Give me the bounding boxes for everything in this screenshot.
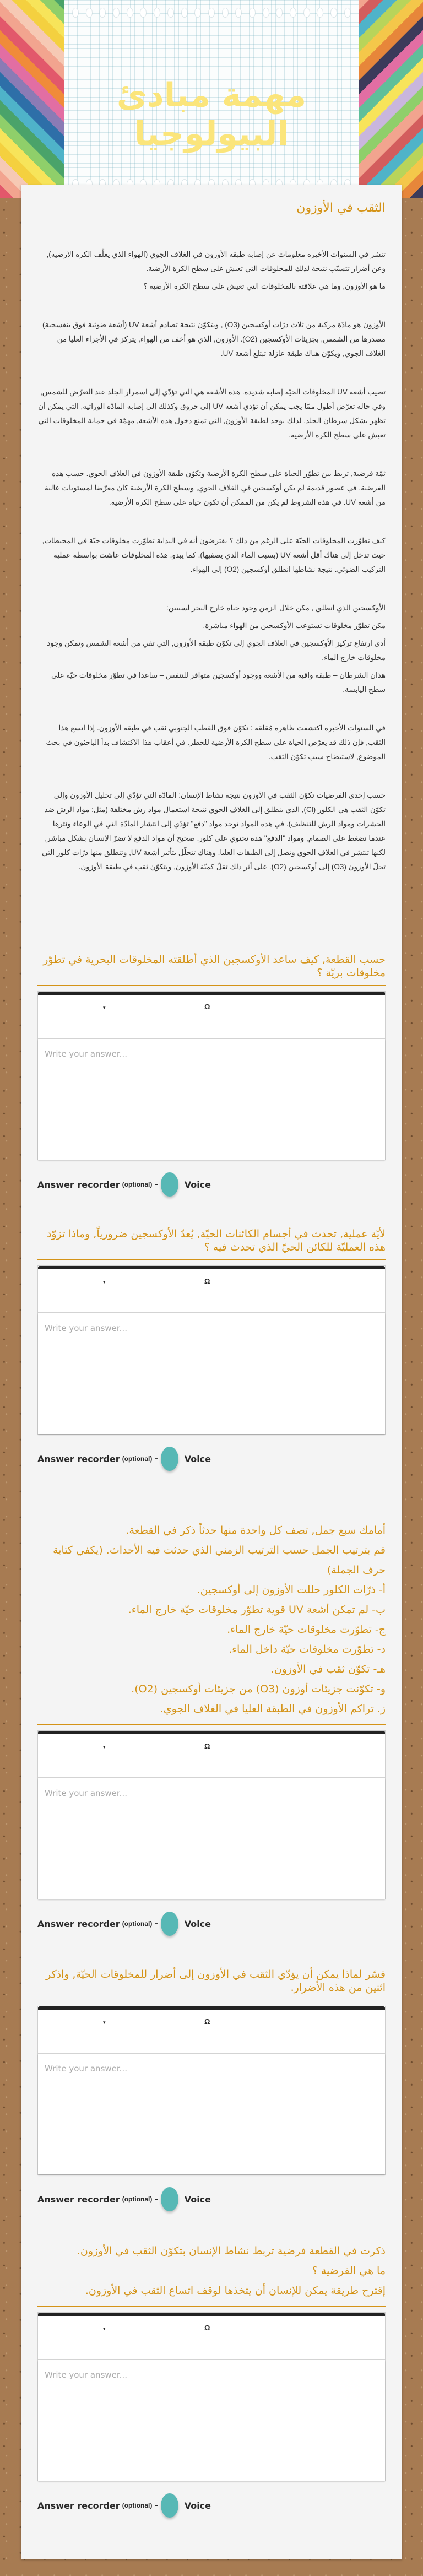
record-voice-button[interactable]	[161, 1447, 178, 1471]
record-voice-button[interactable]	[161, 2187, 178, 2211]
answer-input[interactable]	[38, 2054, 385, 2174]
dropdown-caret-icon[interactable]: ▾	[103, 2326, 106, 2331]
chevron-pattern-left	[0, 0, 64, 198]
statement-item: ج- تطوّرت مخلوقات حيّة خارج الماء.	[227, 1623, 386, 1636]
notebook-holes-top	[73, 8, 350, 17]
dropdown-caret-icon[interactable]: ▾	[103, 1279, 106, 1285]
answer-editor	[37, 991, 386, 1160]
answer-editor	[37, 1265, 386, 1435]
answer-recorder	[37, 1912, 386, 1936]
special-characters-icon[interactable]: Ω	[204, 2324, 210, 2332]
recorder-optional-label: (optional)	[122, 2502, 153, 2509]
voice-label: Voice	[184, 1918, 212, 1929]
editor-toolbar	[38, 992, 385, 1039]
page-title: مهمة مبادئ البيولوجيا	[116, 76, 307, 153]
recorder-label: Answer recorder	[37, 2194, 120, 2205]
recorder-label: Answer recorder	[37, 2500, 120, 2511]
chevron-pattern-right	[359, 0, 423, 198]
editor-toolbar	[38, 2313, 385, 2360]
header-banner	[0, 0, 423, 198]
recorder-dash: -	[155, 1179, 158, 1189]
special-characters-icon[interactable]: Ω	[204, 1277, 210, 1285]
editor-toolbar	[38, 1731, 385, 1778]
question-text: ذكرت في القطعة فرضية تربط نشاط الإنسان بتكوّن الثقب في الأوزون.	[77, 2245, 386, 2257]
paragraph-3	[37, 385, 386, 442]
special-characters-icon[interactable]: Ω	[204, 1003, 210, 1011]
recorder-dash: -	[155, 2501, 158, 2510]
question-1	[37, 953, 386, 1197]
paragraph-text: تنشر في السنوات الأخيرة معلومات عن إصابة طبقة الأوزون في الغلاف الجوي (الهواء الذي يغلّف الكرة الارضية), وعن أضرار تتسبّب نتيجة لذلك للمخلوقات التي تعيش على سطح الكرة الأرضية.	[46, 250, 386, 273]
editor-toolbar	[38, 2006, 385, 2054]
statement-item: ب- لم تمكن أشعة UV قوية تطوّر مخلوقات حيّة خارج الماء.	[128, 1604, 386, 1616]
record-voice-button[interactable]	[161, 2493, 178, 2518]
paragraph-text: تصيب أشعة UV المخلوقات الحيّة إصابة شديدة. هذه الأشعة هي التي تؤدّي إلى اسمرار الجلد عند التعرّض للشمس, وفي حالة تعرّض أطول ممّا يجب يمكن أن تؤدي أشعة UV إلى حروق وكذلك إلى إصابة المادّة الوراثية, التي يمكن أن تظهر بشكل سرطان الجلد. لذلك يوجد لطبقة الأوزون, التي تمنع دخول هذه الأشعة, مهمّة في حماية المخلوقات التي تعيش على سطح الكرة الأرضية.	[38, 388, 386, 439]
statement-item: ز. تراكم الأوزون في الطبقة العليا في الغلاف الجوي.	[160, 1703, 386, 1715]
voice-label: Voice	[184, 1453, 212, 1464]
recorder-optional-label: (optional)	[122, 1181, 153, 1188]
dropdown-caret-icon[interactable]: ▾	[103, 2020, 106, 2025]
paragraph-text: ما هو الأوزون, وما هي علاقته بالمخلوقات التي تعيش على سطح الكرة الأرضية ؟	[143, 282, 386, 290]
answer-input[interactable]	[38, 2360, 385, 2481]
question-2	[37, 1227, 386, 1471]
paragraph-8	[37, 788, 386, 874]
paragraph-text: الأوكسجين الذي انطلق , مكن خلال الزمن وجود حياة خارج البحر لسببين:	[166, 604, 386, 612]
recorder-label: Answer recorder	[37, 1453, 120, 1464]
question-text: حسب القطعة, كيف ساعد الأوكسجين الذي أطلقته المخلوقات البحرية في تطوّر مخلوقات بريّة ؟	[43, 954, 386, 979]
question-text: فسّر لماذا يمكن أن يؤدّي الثقب في الأوزون إلى أضرار للمخلوقات الحيّة, واذكر اثنين من هذه الأضرار.	[46, 1968, 386, 1994]
recorder-dash: -	[155, 1454, 158, 1463]
answer-editor	[37, 1730, 386, 1899]
paragraph-7	[37, 721, 386, 764]
answer-input[interactable]	[38, 1313, 385, 1434]
question-prompt	[37, 2241, 386, 2307]
paragraph-4	[37, 467, 386, 510]
paragraph-5	[37, 534, 386, 577]
paragraph-text: أدى ارتفاع تركيز الأوكسجين في الغلاف الجوي إلى تكوّن طبقة الأوزون, التي تقي من أشعة الشمس وتمكن وجود مخلوقات خارج الماء.	[47, 639, 386, 662]
dropdown-caret-icon[interactable]: ▾	[103, 1005, 106, 1010]
lesson-section	[37, 201, 386, 878]
answer-recorder	[37, 2493, 386, 2518]
paragraph-text: الأوزون هو مادّة مركبة من ثلاث ذرّات أوكسجين (O3) , ويتكوّن نتيجة تصادم أشعة UV (أشعة ضوئية فوق بنفسجية) مصدرها من الشمس, بجزيئات الأوكسجين (O2). الأوزون, الذي هو أخف من الهواء, يتركز في الأجزاء العليا من الغلاف الجوي, ويكوّن هناك طبقة عازلة تبتلع أشعة UV.	[42, 321, 386, 358]
paragraph-text: حسب إحدى الفرضيات تكوّن الثقب في الأوزون نتيجة نشاط الإنسان: المادّة التي تؤدّي إلى تحليل الأوزون وإلى تكوّن الثقب هي الكلور (Cl), الذي ينطلق إلى الغلاف الجوي نتيجة استعمال مواد رش مختلفة (مثل: مواد الرش ضد الحشرات ومواد الرش للتنظيف). في هذه المواد توجد مواد "دفع" تؤدّي إلى انتشار المادّة التي في الوعاء ونثرها عندما نضغط على الصمام, ومواد "الدفع" هذه تحتوي على كلور. صحيح أن مواد الدفع لا تضرّ الإنسان بشكل مباشر, لكنها تنتشر في الغلاف الجوي وتصل إلى الطبقات العليا. وهناك تتحلّل بتأثير أشعة UV, وتنطلق منها ذرّات كلور التي تحلّ الأوزون (O3) إلى أوكسجين (O2). على أثر ذلك تقلّ كميّة الأوزون, ويتكوّن ثقب في طبقة الأوزون.	[41, 791, 386, 871]
statement-item: و- تكوّنت جزيئات أوزون (O3) من جزيئات أوكسجين (O2).	[131, 1683, 386, 1695]
question-prompt	[37, 1227, 386, 1260]
dropdown-caret-icon[interactable]: ▾	[103, 1744, 106, 1750]
question-text: أمامك سبع جمل, تصف كل واحدة منها حدثاً ذكر في القطعة.	[126, 1524, 386, 1536]
recorder-optional-label: (optional)	[122, 1920, 153, 1928]
question-3	[37, 1520, 386, 1936]
paragraph-6	[37, 601, 386, 697]
record-voice-button[interactable]	[161, 1912, 178, 1936]
paragraph-text: كيف تطوّرت المخلوقات الحيّة على الرغم من ذلك ؟ يفترضون أنه في البداية تطوّرت مخلوقات حيّة في المحيطات, حيث تدخل إلى هناك أقل أشعة UV (بسبب الماء الذي يصفيها). كما يبدو, هذه المخلوقات عاشت بواسطة عملية التركيب الضوئي. نتيجة نشاطها انطلق أوكسجين (O2) إلى الهواء.	[42, 537, 386, 573]
recorder-dash: -	[155, 2194, 158, 2204]
question-text: إقترح طريقة يمكن للإنسان أن يتخذها لوقف اتساع الثقب في الأوزون.	[85, 2285, 386, 2297]
statement-item: أ- ذرّات الكلور حللت الأوزون إلى أوكسجين.	[197, 1584, 386, 1596]
answer-input[interactable]	[38, 1778, 385, 1899]
paragraph-text: في السنوات الأخيرة اكتشفت ظاهرة مُقلقة : تكوّن فوق القطب الجنوبي ثقب في طبقة الأوزون. إذا اتسع هذا الثقب, فإن ذلك قد يعرّض الحياة على سطح الكرة الأرضية للخطر. في أعقاب هذا الاكتشاف بدأ الباحثون في بحث الموضوع, لاستيضاح سبب تكوّن الثقب.	[46, 724, 386, 761]
assignment-card	[21, 185, 402, 2559]
paragraph-text: هذان الشرطان – طبقة واقية من الأشعة ووجود أوكسجين متوافر للتنفس – ساعدا في تطوّر مخلوقات حيّة على سطح اليابسة.	[51, 671, 386, 694]
answer-editor	[37, 2006, 386, 2175]
question-prompt	[37, 1968, 386, 2000]
recorder-optional-label: (optional)	[122, 2195, 153, 2203]
paragraph-text: مكن تطوّر مخلوقات تستوعب الأوكسجين من الهواء مباشرة.	[203, 621, 386, 630]
answer-recorder	[37, 2187, 386, 2211]
recorder-label: Answer recorder	[37, 1918, 120, 1929]
paragraph-text: ثمّة فرضية, تربط بين تطوّر الحياة على سطح الكرة الأرضية وتكوّن طبقة الأوزون في الغلاف الجوي. حسب هذه الفرضية, في عصور قديمة لم يكن أوكسجين في الغلاف الجوي, وسطح الكرة الأرضية كان معرّضا لمستويات عالية من أشعة UV. في هذه الشروط لم يكن من الممكن أن تكون حياة على سطح الكرة الأرضية.	[45, 469, 386, 506]
answer-recorder	[37, 1447, 386, 1471]
section-title: الثقب في الأوزون	[37, 201, 386, 223]
paragraph-1	[37, 247, 386, 294]
question-4	[37, 1968, 386, 2211]
answer-recorder	[37, 1172, 386, 1197]
editor-toolbar	[38, 1266, 385, 1313]
record-voice-button[interactable]	[161, 1172, 178, 1197]
special-characters-icon[interactable]: Ω	[204, 2017, 210, 2026]
voice-label: Voice	[184, 1179, 212, 1190]
paragraph-2	[37, 318, 386, 361]
special-characters-icon[interactable]: Ω	[204, 1742, 210, 1750]
answer-editor	[37, 2312, 386, 2481]
statement-item: د- تطوّرت مخلوقات حيّة داخل الماء.	[229, 1643, 386, 1655]
recorder-dash: -	[155, 1919, 158, 1928]
question-text: ما هي الفرضية ؟	[312, 2265, 386, 2277]
question-prompt	[37, 1520, 386, 1725]
question-prompt	[37, 953, 386, 986]
recorder-optional-label: (optional)	[122, 1455, 153, 1463]
statement-item: هـ- تكوّن ثقب في الأوزون.	[270, 1663, 386, 1675]
question-text: قم بترتيب الجمل حسب الترتيب الزمني الذي حدثت فيه الأحداث. (يكفي كتابة حرف الجملة)	[53, 1544, 386, 1576]
answer-input[interactable]	[38, 1039, 385, 1160]
question-text: لأيّة عملية, تحدث في أجسام الكائنات الحيّة, يُعدّ الأوكسجين ضرورياً, وماذا تزوّد هذه العمليّة للكائن الحيّ الذي تحدث فيه ؟	[46, 1228, 386, 1253]
recorder-label: Answer recorder	[37, 1179, 120, 1190]
voice-label: Voice	[184, 2500, 212, 2511]
voice-label: Voice	[184, 2194, 212, 2205]
question-5	[37, 2241, 386, 2518]
